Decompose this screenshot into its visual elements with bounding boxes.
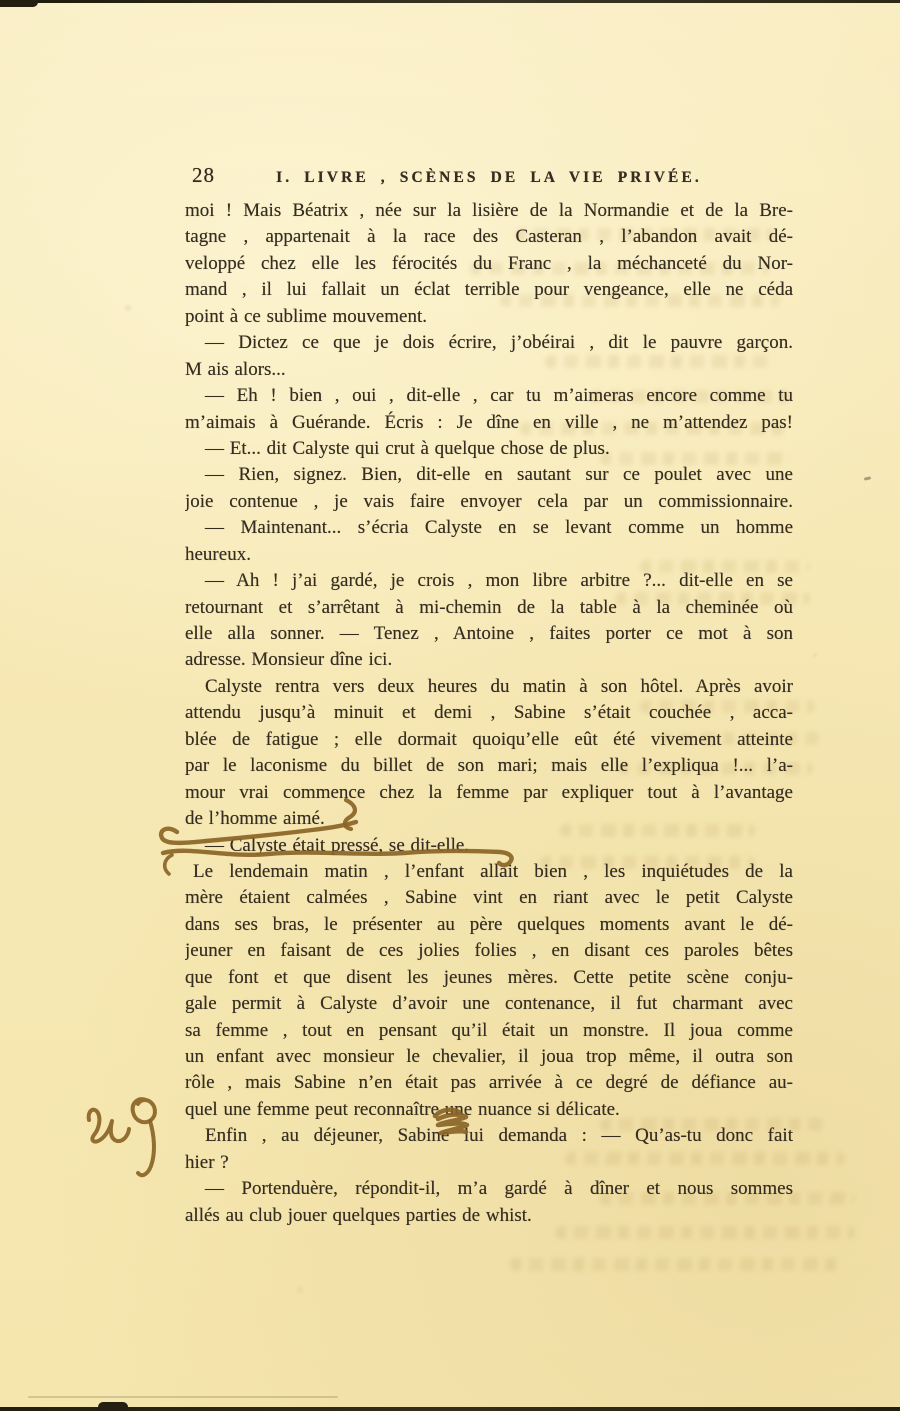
text-line: veloppé chez elle les férocités du Franc , la méchanceté du Nor-	[185, 252, 793, 274]
text-line: gale permit à Calyste d’avoir une contenance, il fut charmant avec	[185, 993, 793, 1015]
text-line: — Portenduère, répondit-il, m’a gardé à dîner et nous sommes	[205, 1178, 793, 1200]
text-line: adresse. Monsieur dîne ici.	[185, 649, 393, 671]
scan-edge-top	[0, 0, 900, 3]
text-line: — Et... dit Calyste qui crut à quelque chose de plus.	[205, 437, 610, 459]
text-line: dans ses bras, le présenter au père quelques moments avant le dé-	[185, 913, 793, 935]
text-line: Enfin , au déjeuner, Sabine lui demanda : — Qu’as-tu donc fait	[205, 1125, 793, 1147]
text-line: Calyste rentra vers deux heures du matin à son hôtel. Après avoir	[205, 675, 793, 697]
text-line: mère étaient calmées , Sabine vint en riant avec le petit Calyste	[185, 887, 793, 909]
paper-speck	[864, 476, 871, 480]
paper-crease	[28, 1396, 338, 1398]
text-line: attendu jusqu’à minuit et demi , Sabine s’était couchée , acca-	[185, 702, 793, 724]
text-line: mour vrai commence chez la femme par expliquer tout à l’avantage	[185, 781, 793, 803]
text-line: tagne , appartenait à la race des Casteran , l’abandon avait dé-	[185, 226, 793, 248]
bleedthrough-mark	[510, 1258, 840, 1271]
marginal-monogram	[89, 1099, 155, 1175]
text-line: — Rien, signez. Bien, dit-elle en sautant sur ce poulet avec une	[205, 464, 793, 486]
text-line: — Ah ! j’ai gardé, je crois , mon libre arbitre ?... dit-elle en se	[205, 570, 793, 592]
text-line: retournant et s’arrêtant à mi-chemin de la table à la cheminée où	[185, 596, 793, 618]
text-line: — Maintenant... s’écria Calyste en se levant comme un homme	[205, 517, 793, 539]
text-line: sa femme , tout en pensant qu’il était un monstre. Il joua comme	[185, 1019, 793, 1041]
text-line: — Eh ! bien , oui , dit-elle , car tu m’aimeras encore comme tu	[205, 385, 793, 407]
text-line: quel une femme peut reconnaître une nuance si délicate.	[185, 1098, 620, 1120]
scan-edge-bottom	[0, 1407, 900, 1411]
page-number: 28	[192, 163, 215, 187]
scan-edge-top-left-corner	[0, 0, 38, 7]
running-title: I. LIVRE , SCÈNES DE LA VIE PRIVÉE.	[276, 169, 702, 186]
text-line: mand , il lui fallait un éclat terrible pour vengeance, elle ne céda	[185, 279, 793, 301]
text-line: de l’homme aimé.	[185, 808, 325, 830]
text-line: jeuner en faisant de ces jolies folies , en disant ces paroles bêtes	[185, 940, 793, 962]
text-line: hier ?	[185, 1151, 229, 1173]
text-line: allés au club jouer quelques parties de whist.	[185, 1204, 532, 1226]
text-line: un enfant avec monsieur le chevalier, il joua trop même, il outra son	[185, 1046, 793, 1067]
scan-edge-bottom-blob	[98, 1402, 128, 1411]
text-line: Le lendemain matin , l’enfant allait bien , les inquiétudes de la	[193, 860, 793, 882]
text-line: heureux.	[185, 543, 251, 565]
text-line: M ais alors...	[185, 358, 286, 380]
text-line: joie contenue , je vais faire envoyer cela par un commissionnaire.	[185, 490, 793, 512]
text-line: moi ! Mais Béatrix , née sur la lisière de la Normandie et de la Bre-	[185, 200, 793, 221]
text-line: elle alla sonner. — Tenez , Antoine , faites porter ce mot à son	[185, 623, 793, 644]
text-line: m’aimais à Guérande. Écris : Je dîne en ville , ne m’attendez pas!	[185, 411, 793, 433]
body-text	[185, 198, 793, 1229]
text-line: blée de fatigue ; elle dormait quoiqu’elle eût été vivement atteinte	[185, 728, 793, 750]
text-line: par le laconisme du billet de son mari; mais elle l’expliqua !... l’a-	[185, 755, 793, 777]
paren-mark-before-le-lendemain	[165, 855, 172, 874]
text-line: — Dictez ce que je dois écrire, j’obéirai , dit le pauvre garçon.	[205, 332, 793, 354]
text-line: rôle , mais Sabine n’en était pas arrivée à ce degré de défiance au-	[185, 1072, 793, 1094]
text-line: point à ce sublime mouvement.	[185, 305, 427, 327]
text-line: que font et que disent les jeunes mères. Cette petite scène conju-	[185, 966, 793, 988]
text-line: — Calyste était pressé, se dit-elle.	[205, 834, 470, 856]
